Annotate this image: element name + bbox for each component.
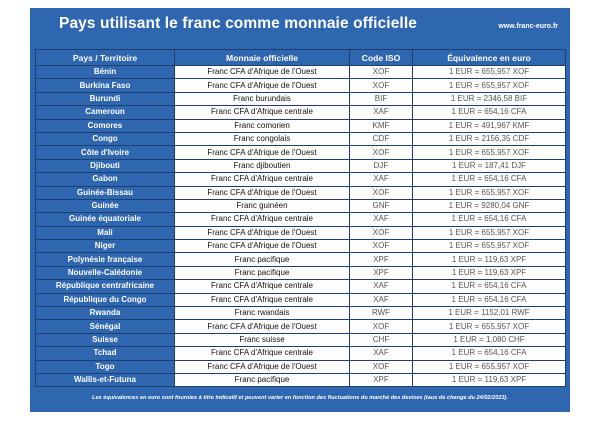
- equivalence-cell: 1 EUR = 655,957 XOF: [413, 226, 566, 239]
- country-cell: Bénin: [36, 66, 175, 79]
- equivalence-cell: 1 EUR = 9280,04 GNF: [413, 199, 566, 212]
- currency-cell: Franc CFA d'Afrique centrale: [175, 213, 350, 226]
- country-cell: Sénégal: [36, 320, 175, 333]
- iso-code-cell: XAF: [350, 280, 413, 293]
- currency-cell: Franc CFA d'Afrique de l'Ouest: [175, 146, 350, 159]
- currency-sheet: [30, 8, 570, 412]
- equivalence-cell: 1 EUR = 119,63 XPF: [413, 253, 566, 266]
- iso-code-cell: KMF: [350, 119, 413, 132]
- iso-code-cell: XOF: [350, 186, 413, 199]
- country-cell: Niger: [36, 240, 175, 253]
- iso-code-cell: XAF: [350, 293, 413, 306]
- country-cell: Côte d'Ivoire: [36, 146, 175, 159]
- country-cell: Congo: [36, 132, 175, 145]
- country-cell: République centrafricaine: [36, 280, 175, 293]
- currency-cell: Franc CFA d'Afrique de l'Ouest: [175, 79, 350, 92]
- table-row: [36, 132, 566, 145]
- country-cell: Guinée équatoriale: [36, 213, 175, 226]
- iso-code-cell: XOF: [350, 360, 413, 373]
- iso-code-cell: XAF: [350, 106, 413, 119]
- iso-code-cell: XOF: [350, 79, 413, 92]
- equivalence-cell: 1 EUR = 655,957 XOF: [413, 320, 566, 333]
- country-cell: Cameroun: [36, 106, 175, 119]
- iso-code-cell: BIF: [350, 92, 413, 105]
- country-cell: Rwanda: [36, 307, 175, 320]
- country-cell: Djibouti: [36, 159, 175, 172]
- currency-cell: Franc CFA d'Afrique de l'Ouest: [175, 240, 350, 253]
- currency-cell: Franc comorien: [175, 119, 350, 132]
- table-row: [36, 253, 566, 266]
- country-cell: Wallis-et-Futuna: [36, 373, 175, 386]
- equivalence-cell: 1 EUR = 491,967 KMF: [413, 119, 566, 132]
- equivalence-cell: 1 EUR = 2346,58 BIF: [413, 92, 566, 105]
- table-row: [36, 146, 566, 159]
- country-cell: Polynésie française: [36, 253, 175, 266]
- country-cell: Burundi: [36, 92, 175, 105]
- currency-cell: Franc congolais: [175, 132, 350, 145]
- table-header-row: [36, 50, 566, 66]
- iso-code-cell: GNF: [350, 199, 413, 212]
- equivalence-cell: 1 EUR = 655,957 XOF: [413, 186, 566, 199]
- equivalence-cell: 1 EUR = 655,957 XOF: [413, 66, 566, 79]
- currency-cell: Franc CFA d'Afrique centrale: [175, 106, 350, 119]
- currency-cell: Franc djiboutien: [175, 159, 350, 172]
- page-title: Pays utilisant le franc comme monnaie officielle: [59, 15, 417, 32]
- currency-cell: Franc pacifique: [175, 266, 350, 279]
- table-row: [36, 226, 566, 239]
- equivalence-cell: 1 EUR = 654,16 CFA: [413, 347, 566, 360]
- table-row: [36, 119, 566, 132]
- currency-cell: Franc pacifique: [175, 373, 350, 386]
- currency-cell: Franc suisse: [175, 333, 350, 346]
- currency-cell: Franc CFA d'Afrique centrale: [175, 347, 350, 360]
- table-row: [36, 213, 566, 226]
- country-cell: Guinée: [36, 199, 175, 212]
- country-cell: Comores: [36, 119, 175, 132]
- table-row: [36, 240, 566, 253]
- site-url: www.franc-euro.fr: [498, 23, 558, 30]
- equivalence-cell: 1 EUR = 1,080 CHF: [413, 333, 566, 346]
- table-row: [36, 280, 566, 293]
- table-row: [36, 347, 566, 360]
- table-row: [36, 92, 566, 105]
- iso-code-cell: XPF: [350, 266, 413, 279]
- equivalence-cell: 1 EUR = 654,16 CFA: [413, 213, 566, 226]
- iso-code-cell: XAF: [350, 347, 413, 360]
- equivalence-cell: 1 EUR = 119,63 XPF: [413, 266, 566, 279]
- currency-table: [35, 49, 566, 387]
- currency-cell: Franc rwandais: [175, 307, 350, 320]
- country-cell: Mali: [36, 226, 175, 239]
- iso-code-cell: XOF: [350, 240, 413, 253]
- currency-cell: Franc CFA d'Afrique centrale: [175, 293, 350, 306]
- disclaimer-note: Les équivalences en euro sont fournies à titre indicatif et peuvent varier en fonction des fluctuations du marché des devises (taux de change du 24/02/2023).: [92, 395, 508, 401]
- currency-cell: Franc CFA d'Afrique centrale: [175, 280, 350, 293]
- currency-cell: Franc CFA d'Afrique de l'Ouest: [175, 186, 350, 199]
- iso-code-cell: XAF: [350, 173, 413, 186]
- table-row: [36, 373, 566, 386]
- country-cell: Gabon: [36, 173, 175, 186]
- currency-cell: Franc CFA d'Afrique de l'Ouest: [175, 320, 350, 333]
- table-row: [36, 66, 566, 79]
- table-row: [36, 307, 566, 320]
- table-row: [36, 159, 566, 172]
- equivalence-cell: 1 EUR = 187,41 DJF: [413, 159, 566, 172]
- equivalence-cell: 1 EUR = 655,957 XOF: [413, 360, 566, 373]
- currency-cell: Franc guinéen: [175, 199, 350, 212]
- iso-code-cell: XOF: [350, 146, 413, 159]
- table-row: [36, 320, 566, 333]
- iso-code-cell: DJF: [350, 159, 413, 172]
- currency-cell: Franc CFA d'Afrique de l'Ouest: [175, 66, 350, 79]
- iso-code-cell: CDF: [350, 132, 413, 145]
- equivalence-cell: 1 EUR = 655,957 XOF: [413, 240, 566, 253]
- equivalence-cell: 1 EUR = 119,63 XPF: [413, 373, 566, 386]
- table-row: [36, 293, 566, 306]
- country-cell: Nouvelle-Calédonie: [36, 266, 175, 279]
- column-header-iso: Code ISO: [350, 50, 413, 66]
- equivalence-cell: 1 EUR = 654,16 CFA: [413, 280, 566, 293]
- table-row: [36, 173, 566, 186]
- equivalence-cell: 1 EUR = 654,16 CFA: [413, 106, 566, 119]
- iso-code-cell: CHF: [350, 333, 413, 346]
- iso-code-cell: XPF: [350, 253, 413, 266]
- country-cell: Burkina Faso: [36, 79, 175, 92]
- equivalence-cell: 1 EUR = 2156,35 CDF: [413, 132, 566, 145]
- table-row: [36, 360, 566, 373]
- currency-cell: Franc CFA d'Afrique centrale: [175, 173, 350, 186]
- iso-code-cell: XOF: [350, 226, 413, 239]
- equivalence-cell: 1 EUR = 654,16 CFA: [413, 293, 566, 306]
- column-header-currency: Monnaie officielle: [175, 50, 350, 66]
- country-cell: Tchad: [36, 347, 175, 360]
- country-cell: République du Congo: [36, 293, 175, 306]
- table-row: [36, 79, 566, 92]
- equivalence-cell: 1 EUR = 1152,01 RWF: [413, 307, 566, 320]
- equivalence-cell: 1 EUR = 654,16 CFA: [413, 173, 566, 186]
- iso-code-cell: XPF: [350, 373, 413, 386]
- country-cell: Guinée-Bissau: [36, 186, 175, 199]
- currency-cell: Franc burundais: [175, 92, 350, 105]
- currency-cell: Franc CFA d'Afrique de l'Ouest: [175, 360, 350, 373]
- table-row: [36, 106, 566, 119]
- title-bar: [30, 8, 570, 45]
- country-cell: Togo: [36, 360, 175, 373]
- table-row: [36, 333, 566, 346]
- table-row: [36, 186, 566, 199]
- iso-code-cell: RWF: [350, 307, 413, 320]
- iso-code-cell: XOF: [350, 320, 413, 333]
- currency-cell: Franc CFA d'Afrique de l'Ouest: [175, 226, 350, 239]
- column-header-equivalence: Équivalence en euro: [413, 50, 566, 66]
- table-row: [36, 199, 566, 212]
- equivalence-cell: 1 EUR = 655,957 XOF: [413, 146, 566, 159]
- table-row: [36, 266, 566, 279]
- iso-code-cell: XAF: [350, 213, 413, 226]
- iso-code-cell: XOF: [350, 66, 413, 79]
- currency-cell: Franc pacifique: [175, 253, 350, 266]
- column-header-country: Pays / Territoire: [36, 50, 175, 66]
- country-cell: Suisse: [36, 333, 175, 346]
- equivalence-cell: 1 EUR = 655,957 XOF: [413, 79, 566, 92]
